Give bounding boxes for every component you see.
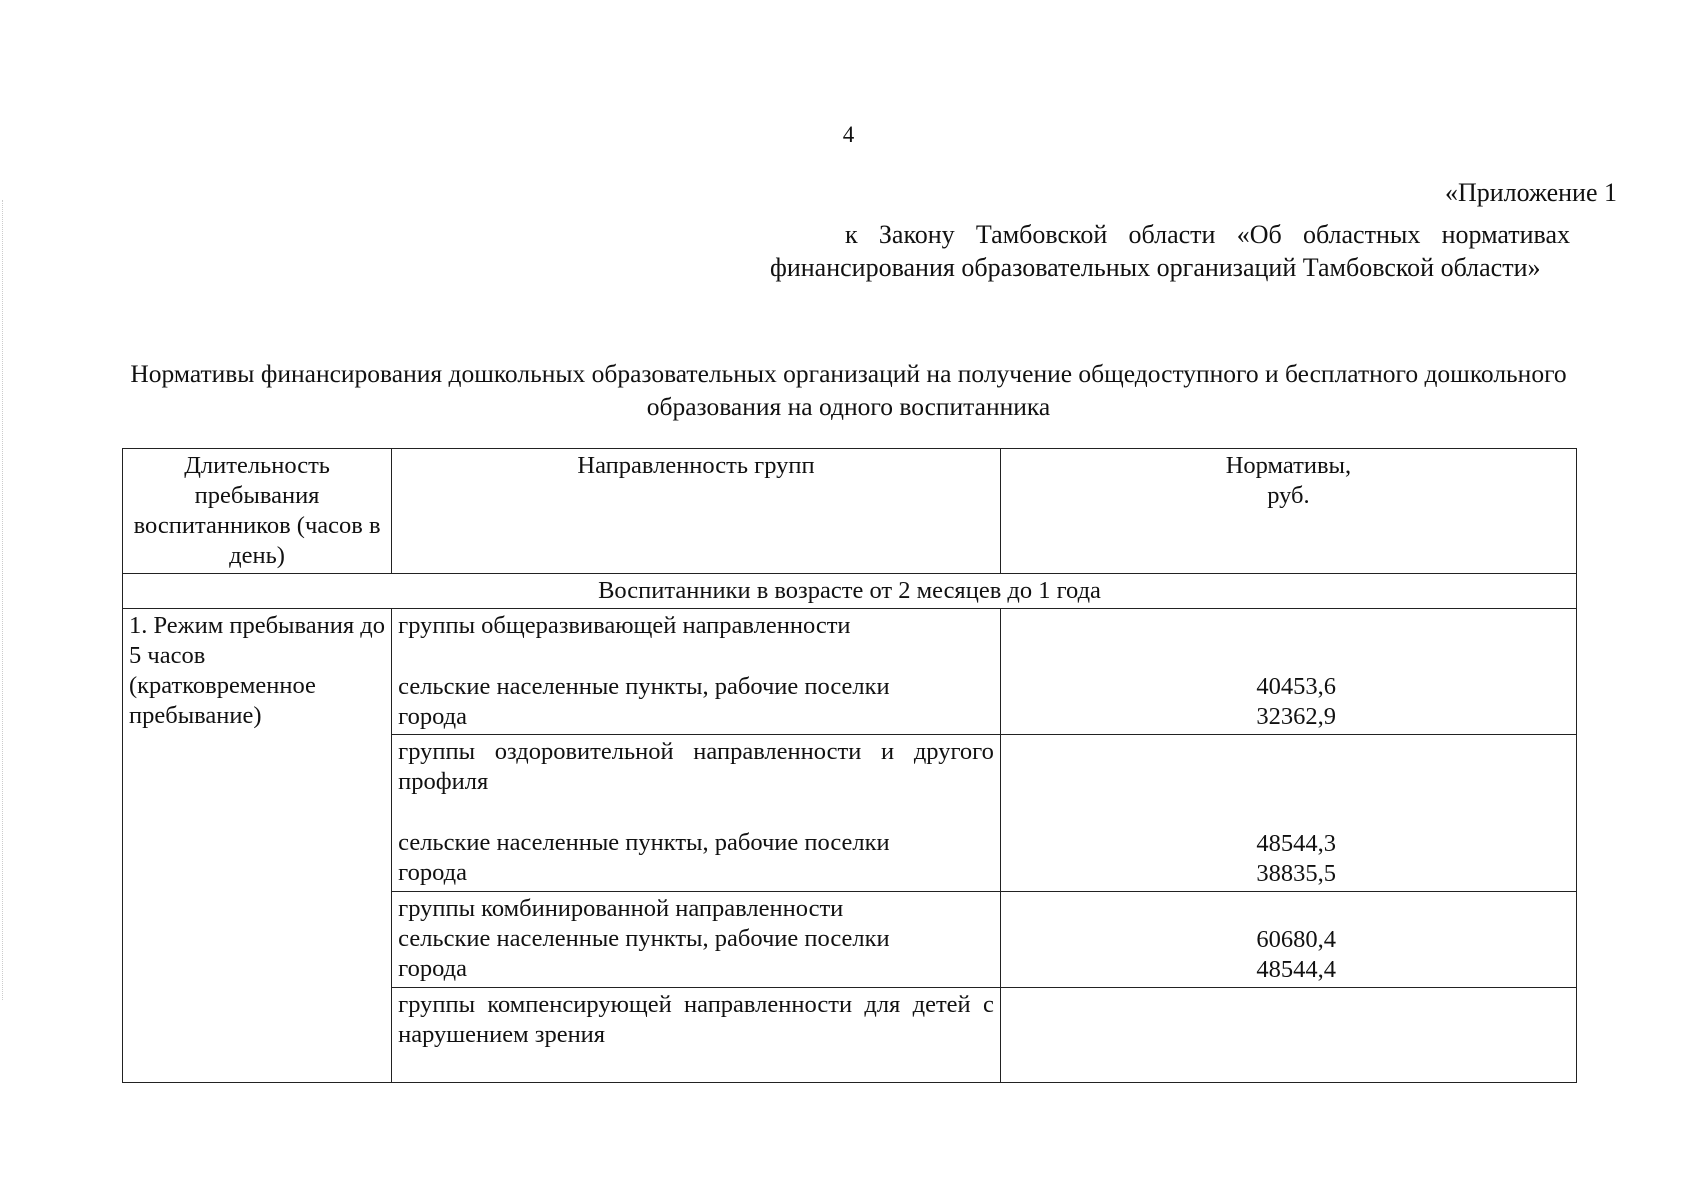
header-norms-line1: Нормативы,: [1225, 452, 1352, 479]
norms-table: [122, 448, 1577, 1083]
rural-value: 60680,4: [1256, 926, 1336, 953]
city-label: города: [398, 955, 467, 982]
group-cell: [392, 988, 1001, 1083]
appendix-reference: к Закону Тамбовской области «Об областных нормативах финансирования образовательных организаций Тамбовской области»: [770, 220, 1570, 282]
value-cell: [1000, 735, 1576, 892]
mode-cell: 1. Режим пребывания до 5 часов (кратковременное пребывание): [123, 609, 392, 1083]
header-norms-line2: руб.: [1267, 482, 1310, 509]
city-value: 32362,9: [1256, 703, 1336, 730]
group-cell: [392, 735, 1001, 892]
city-value: 38835,5: [1256, 860, 1336, 887]
value-cell: [1000, 892, 1576, 988]
rural-value: 40453,6: [1256, 673, 1336, 700]
header-duration: Длительность пребывания воспитанников (часов в день): [123, 449, 392, 574]
group-cell: [392, 892, 1001, 988]
document-title: Нормативы финансирования дошкольных образовательных организаций на получение общедоступного и бесплатного дошкольного образования на одного воспитанника: [130, 359, 1567, 421]
group-cell: [392, 609, 1001, 735]
value-cell: [1000, 609, 1576, 735]
table-row: [123, 609, 1577, 735]
city-label: города: [398, 859, 467, 886]
rural-label: сельские населенные пункты, рабочие поселки: [398, 829, 890, 856]
page-number: 4: [842, 122, 855, 147]
rural-value: 48544,3: [1256, 830, 1336, 857]
table-header-row: [123, 449, 1577, 574]
appendix-label: «Приложение 1: [1444, 178, 1617, 207]
group-name: группы компенсирующей направленности для детей с нарушением зрения: [398, 991, 994, 1048]
section-label: Воспитанники в возрасте от 2 месяцев до 1 года: [123, 574, 1577, 609]
group-name: группы общеразвивающей направленности: [398, 612, 851, 639]
city-label: города: [398, 703, 467, 730]
rural-label: сельские населенные пункты, рабочие поселки: [398, 925, 890, 952]
rural-label: сельские населенные пункты, рабочие поселки: [398, 673, 890, 700]
city-value: 48544,4: [1256, 956, 1336, 983]
value-cell: [1000, 988, 1576, 1083]
group-name: группы оздоровительной направленности и другого профиля: [398, 738, 994, 795]
group-name: группы комбинированной направленности: [398, 895, 844, 922]
scan-margin-artifact: [2, 200, 7, 1000]
header-orientation: Направленность групп: [392, 449, 1001, 574]
section-row: [123, 574, 1577, 609]
header-norms: [1000, 449, 1576, 574]
